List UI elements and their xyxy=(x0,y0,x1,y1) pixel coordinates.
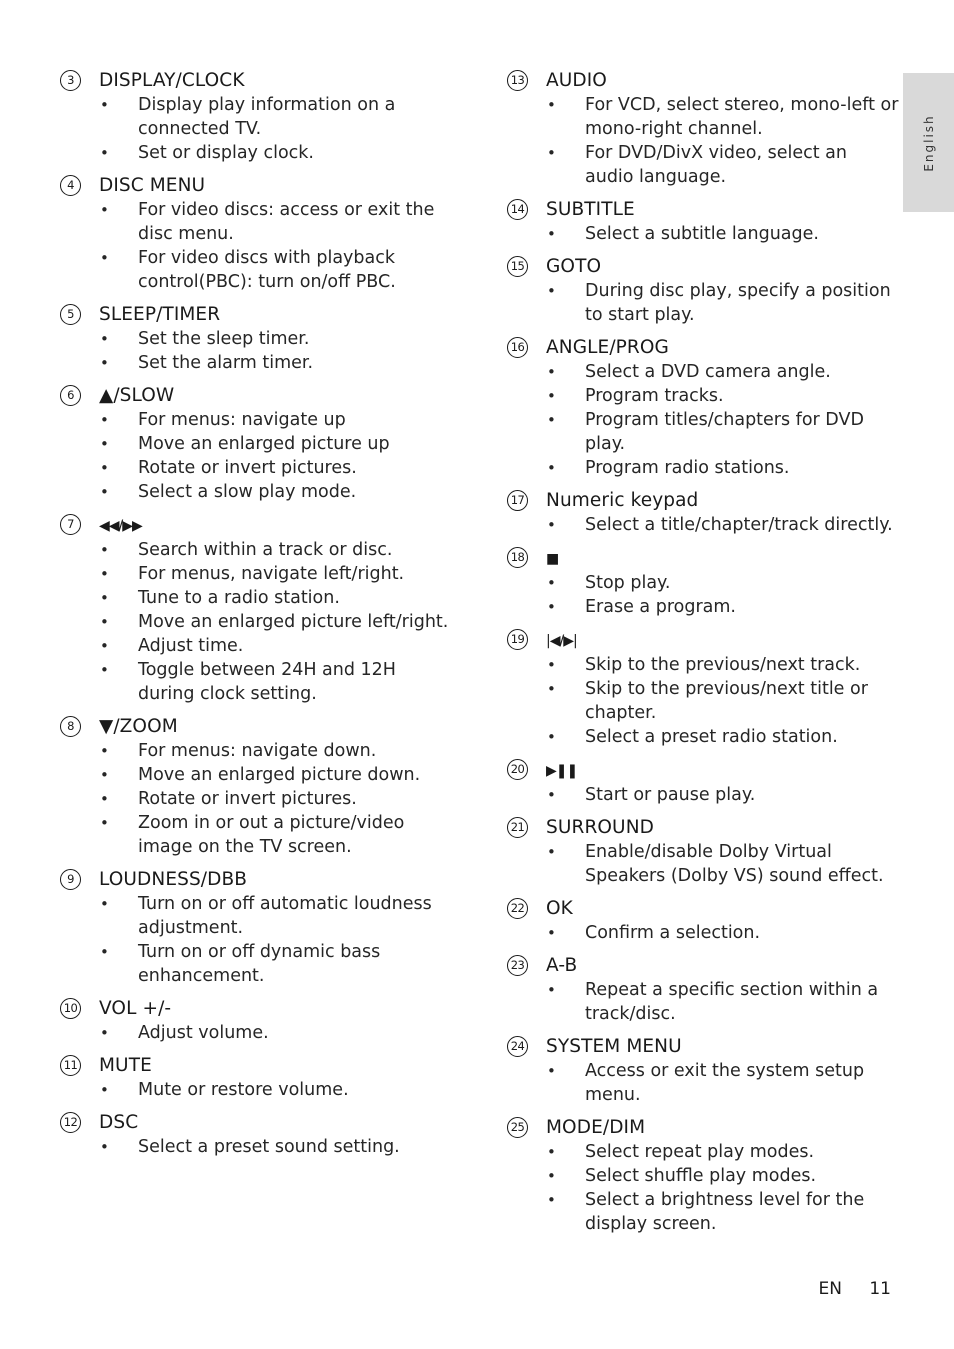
item-number-badge: 15 xyxy=(507,256,528,277)
control-heading xyxy=(507,1035,899,1059)
list-item xyxy=(507,408,899,456)
function-list xyxy=(60,739,455,859)
list-item xyxy=(60,610,455,634)
list-item xyxy=(60,93,455,141)
item-number-badge: 6 xyxy=(60,385,81,406)
list-item-text: • Start or pause play. xyxy=(585,785,756,805)
function-list xyxy=(60,1135,455,1159)
right-column xyxy=(507,69,899,1245)
list-item-text: • Toggle between 24H and 12H during clock setting. xyxy=(138,660,396,704)
control-heading xyxy=(60,715,455,739)
control-name: ■ xyxy=(546,551,559,567)
list-item-text: • Select a preset sound setting. xyxy=(138,1137,400,1157)
function-list xyxy=(507,279,899,327)
list-item-text: • Stop play. xyxy=(585,573,671,593)
list-item-text: • Display play information on a connected TV. xyxy=(138,95,396,139)
control-item xyxy=(507,336,899,480)
function-list xyxy=(507,653,899,749)
language-side-tab xyxy=(903,73,954,212)
control-heading xyxy=(507,546,899,571)
control-name: GOTO xyxy=(546,256,602,277)
list-item xyxy=(507,725,899,749)
list-item xyxy=(507,384,899,408)
list-item xyxy=(507,279,899,327)
list-item-text: • Mute or restore volume. xyxy=(138,1080,349,1100)
list-item xyxy=(507,456,899,480)
list-item xyxy=(507,93,899,141)
list-item-text: • For video discs: access or exit the disc menu. xyxy=(138,200,435,244)
list-item xyxy=(60,763,455,787)
control-heading xyxy=(507,897,899,921)
control-name: A-B xyxy=(546,955,578,976)
control-name: LOUDNESS/DBB xyxy=(99,869,248,890)
control-name: DISC MENU xyxy=(99,175,206,196)
control-heading xyxy=(507,198,899,222)
control-item xyxy=(60,715,455,859)
list-item-text: • Skip to the previous/next title or chapter. xyxy=(585,679,868,723)
control-item xyxy=(60,1111,455,1159)
item-number-badge: 10 xyxy=(60,998,81,1019)
function-list xyxy=(507,1140,899,1236)
function-list xyxy=(507,571,899,619)
list-item-text: • Set or display clock. xyxy=(138,143,314,163)
list-item xyxy=(60,739,455,763)
list-item xyxy=(507,978,899,1026)
item-number-badge: 16 xyxy=(507,337,528,358)
control-name: |◀/▶| xyxy=(546,633,577,649)
item-number-badge: 19 xyxy=(507,629,528,650)
list-item xyxy=(60,1135,455,1159)
control-heading xyxy=(60,174,455,198)
list-item-text: • During disc play, specify a position to start play. xyxy=(585,281,891,325)
list-item-text: • Select a slow play mode. xyxy=(138,482,357,502)
control-heading xyxy=(507,816,899,840)
function-list xyxy=(507,222,899,246)
control-name: OK xyxy=(546,898,573,919)
list-item xyxy=(507,222,899,246)
list-item-text: • Program tracks. xyxy=(585,386,724,406)
list-item-text: • Select a preset radio station. xyxy=(585,727,838,747)
list-item-text: • Repeat a specific section within a track/disc. xyxy=(585,980,879,1024)
list-item-text: • For video discs with playback control(PBC): turn on/off PBC. xyxy=(138,248,396,292)
control-item xyxy=(507,954,899,1026)
list-item-text: • Rotate or invert pictures. xyxy=(138,458,357,478)
item-number-badge: 9 xyxy=(60,869,81,890)
list-item-text: • Adjust volume. xyxy=(138,1023,269,1043)
control-name: DSC xyxy=(99,1112,139,1133)
function-list xyxy=(507,1059,899,1107)
control-name: ▼/ZOOM xyxy=(99,716,178,737)
list-item xyxy=(60,408,455,432)
list-item-text: • For DVD/DivX video, select an audio language. xyxy=(585,143,847,187)
list-item xyxy=(60,246,455,294)
control-name: ◀◀/▶▶ xyxy=(99,518,142,534)
list-item xyxy=(60,634,455,658)
list-item xyxy=(507,571,899,595)
control-item xyxy=(60,69,455,165)
list-item xyxy=(60,198,455,246)
list-item-text: • Zoom in or out a picture/video image on the TV screen. xyxy=(138,813,405,857)
control-heading xyxy=(507,1116,899,1140)
control-item xyxy=(507,198,899,246)
list-item-text: • For VCD, select stereo, mono-left or mono-right channel. xyxy=(585,95,899,139)
list-item xyxy=(60,811,455,859)
control-heading xyxy=(60,69,455,93)
control-name: MODE/DIM xyxy=(546,1117,646,1138)
control-name: VOL +/- xyxy=(99,998,172,1019)
list-item xyxy=(60,1021,455,1045)
list-item xyxy=(60,586,455,610)
list-item-text: • Turn on or off dynamic bass enhancement. xyxy=(138,942,381,986)
item-number-badge: 7 xyxy=(60,514,81,535)
control-heading xyxy=(60,1111,455,1135)
control-heading xyxy=(507,954,899,978)
control-name: SLEEP/TIMER xyxy=(99,304,221,325)
list-item xyxy=(507,1164,899,1188)
list-item xyxy=(60,658,455,706)
function-list xyxy=(60,198,455,294)
list-item xyxy=(60,787,455,811)
item-number-badge: 18 xyxy=(507,547,528,568)
list-item-text: • Erase a program. xyxy=(585,597,736,617)
function-list xyxy=(507,93,899,189)
list-item-text: • For menus, navigate left/right. xyxy=(138,564,405,584)
item-number-badge: 4 xyxy=(60,175,81,196)
item-number-badge: 23 xyxy=(507,955,528,976)
control-item xyxy=(507,1116,899,1236)
list-item xyxy=(507,921,899,945)
control-item xyxy=(507,255,899,327)
list-item-text: • Select a title/chapter/track directly. xyxy=(585,515,893,535)
control-item xyxy=(60,384,455,504)
function-list xyxy=(507,978,899,1026)
list-item-text: • Skip to the previous/next track. xyxy=(585,655,861,675)
list-item xyxy=(507,677,899,725)
list-item xyxy=(60,141,455,165)
list-item-text: • Select a brightness level for the display screen. xyxy=(585,1190,865,1234)
function-list xyxy=(60,538,455,706)
list-item-text: • Select a subtitle language. xyxy=(585,224,819,244)
list-item xyxy=(507,653,899,677)
control-item xyxy=(507,897,899,945)
list-item-text: • Select shuffle play modes. xyxy=(585,1166,817,1186)
list-item xyxy=(60,538,455,562)
list-item xyxy=(60,892,455,940)
list-item xyxy=(507,141,899,189)
control-item xyxy=(60,303,455,375)
list-item-text: • Turn on or off automatic loudness adjustment. xyxy=(138,894,432,938)
list-item-text: • For menus: navigate down. xyxy=(138,741,377,761)
item-number-badge: 24 xyxy=(507,1036,528,1057)
function-list xyxy=(507,360,899,480)
control-heading xyxy=(507,255,899,279)
function-list xyxy=(507,513,899,537)
list-item xyxy=(60,456,455,480)
control-heading xyxy=(60,303,455,327)
item-number-badge: 17 xyxy=(507,490,528,511)
control-name: ▲/SLOW xyxy=(99,385,175,406)
item-number-badge: 8 xyxy=(60,716,81,737)
item-number-badge: 3 xyxy=(60,70,81,91)
control-name: SURROUND xyxy=(546,817,654,838)
control-item xyxy=(60,174,455,294)
list-item xyxy=(60,562,455,586)
function-list xyxy=(507,921,899,945)
list-item xyxy=(507,1140,899,1164)
control-item xyxy=(507,546,899,619)
list-item xyxy=(60,351,455,375)
function-list xyxy=(60,1078,455,1102)
control-name: AUDIO xyxy=(546,70,607,91)
control-item xyxy=(60,868,455,988)
control-heading xyxy=(60,997,455,1021)
list-item-text: • Program titles/chapters for DVD play. xyxy=(585,410,864,454)
control-item xyxy=(60,1054,455,1102)
control-heading xyxy=(60,1054,455,1078)
item-number-badge: 22 xyxy=(507,898,528,919)
list-item xyxy=(60,432,455,456)
list-item-text: • Select repeat play modes. xyxy=(585,1142,815,1162)
list-item xyxy=(507,513,899,537)
control-name: DISPLAY/CLOCK xyxy=(99,70,245,91)
language-tab-label: English xyxy=(921,113,936,172)
list-item-text: • Tune to a radio station. xyxy=(138,588,340,608)
control-item xyxy=(507,816,899,888)
control-heading xyxy=(507,489,899,513)
control-name: ▶❚❚ xyxy=(546,763,578,779)
control-name: MUTE xyxy=(99,1055,152,1076)
control-heading xyxy=(60,868,455,892)
list-item-text: • Move an enlarged picture up xyxy=(138,434,390,454)
item-number-badge: 5 xyxy=(60,304,81,325)
page-number: 11 xyxy=(869,1279,891,1299)
control-heading xyxy=(507,628,899,653)
function-list xyxy=(60,1021,455,1045)
control-item xyxy=(60,997,455,1045)
list-item-text: • Adjust time. xyxy=(138,636,244,656)
function-list xyxy=(60,892,455,988)
control-heading xyxy=(60,513,455,538)
control-name: SUBTITLE xyxy=(546,199,635,220)
list-item-text: • Move an enlarged picture left/right. xyxy=(138,612,449,632)
list-item-text: • Program radio stations. xyxy=(585,458,790,478)
function-list xyxy=(60,327,455,375)
list-item xyxy=(507,1188,899,1236)
control-heading xyxy=(507,69,899,93)
left-column xyxy=(60,69,455,1168)
list-item-text: • Set the sleep timer. xyxy=(138,329,310,349)
control-name: Numeric keypad xyxy=(546,490,699,511)
function-list xyxy=(507,840,899,888)
list-item-text: • Move an enlarged picture down. xyxy=(138,765,421,785)
list-item xyxy=(60,1078,455,1102)
control-item xyxy=(507,489,899,537)
list-item-text: • Set the alarm timer. xyxy=(138,353,314,373)
control-item xyxy=(507,628,899,749)
list-item-text: • Confirm a selection. xyxy=(585,923,761,943)
list-item xyxy=(60,480,455,504)
list-item xyxy=(507,840,899,888)
list-item-text: • Enable/disable Dolby Virtual Speakers (Dolby VS) sound effect. xyxy=(585,842,884,886)
list-item-text: • For menus: navigate up xyxy=(138,410,346,430)
item-number-badge: 14 xyxy=(507,199,528,220)
function-list xyxy=(60,93,455,165)
item-number-badge: 11 xyxy=(60,1055,81,1076)
item-number-badge: 21 xyxy=(507,817,528,838)
list-item xyxy=(60,940,455,988)
list-item xyxy=(507,783,899,807)
list-item xyxy=(60,327,455,351)
item-number-badge: 13 xyxy=(507,70,528,91)
list-item-text: • Rotate or invert pictures. xyxy=(138,789,357,809)
list-item xyxy=(507,595,899,619)
item-number-badge: 25 xyxy=(507,1117,528,1138)
list-item xyxy=(507,1059,899,1107)
control-heading xyxy=(507,336,899,360)
list-item-text: • Select a DVD camera angle. xyxy=(585,362,831,382)
footer-language: EN xyxy=(818,1279,842,1299)
function-list xyxy=(60,408,455,504)
control-item xyxy=(507,69,899,189)
list-item-text: • Search within a track or disc. xyxy=(138,540,393,560)
control-name: ANGLE/PROG xyxy=(546,337,669,358)
control-item xyxy=(60,513,455,706)
control-name: SYSTEM MENU xyxy=(546,1036,682,1057)
list-item xyxy=(507,360,899,384)
item-number-badge: 12 xyxy=(60,1112,81,1133)
control-item xyxy=(507,758,899,807)
list-item-text: • Access or exit the system setup menu. xyxy=(585,1061,865,1105)
function-list xyxy=(507,783,899,807)
control-heading xyxy=(507,758,899,783)
item-number-badge: 20 xyxy=(507,759,528,780)
page-footer xyxy=(818,1278,891,1300)
control-item xyxy=(507,1035,899,1107)
control-heading xyxy=(60,384,455,408)
